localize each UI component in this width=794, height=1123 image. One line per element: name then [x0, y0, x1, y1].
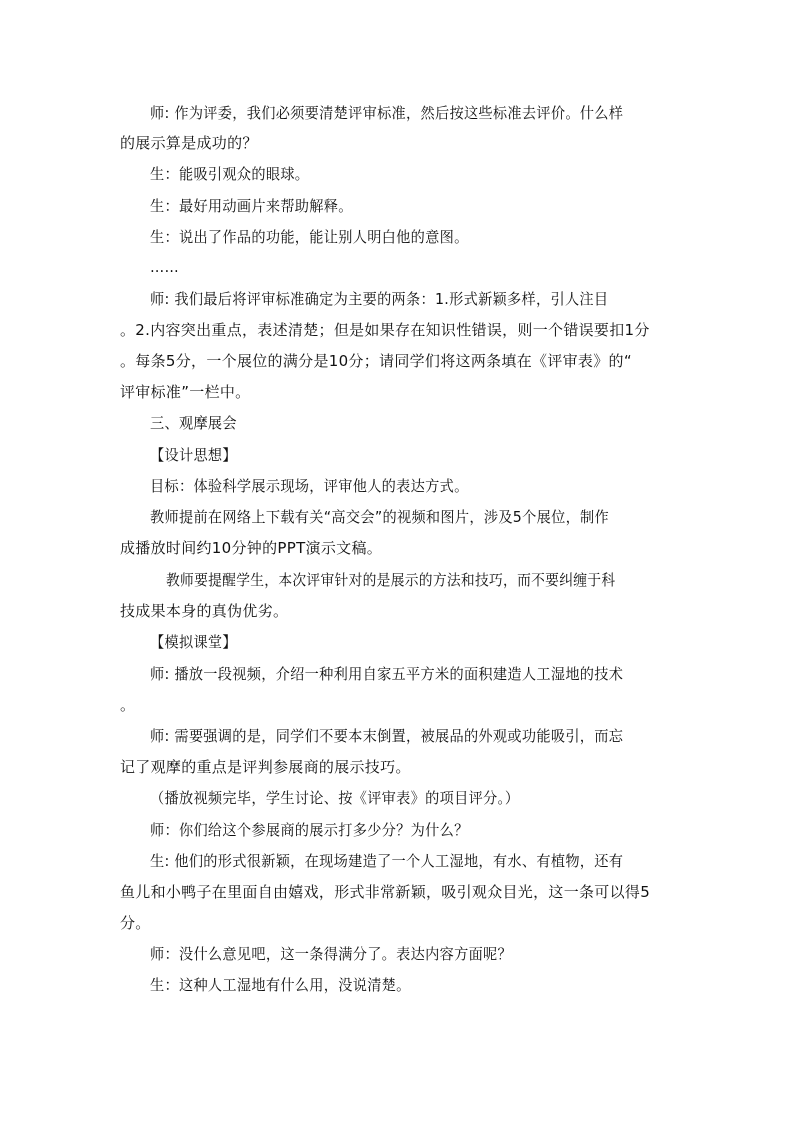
- text-line: 教师提前在网络上下载有关“高交会”的视频和图片，涉及5个展位，制作: [150, 508, 610, 526]
- text-line: 教师要提醒学生，本次评审针对的是展示的方法和技巧，而不要纠缠于科: [166, 571, 616, 589]
- subheading: 【设计思想】: [150, 446, 237, 464]
- text-line: 师: 播放一段视频，介绍一种利用自家五平方米的面积建造人工湿地的技术: [150, 665, 624, 683]
- text-line: 成播放时间约10分钟的PPT演示文稿。: [120, 539, 383, 557]
- text-line: 生：这种人工湿地有什么用，没说清楚。: [150, 976, 411, 994]
- text-line: 的展示算是成功的？: [120, 134, 258, 152]
- text-line: 生：最好用动画片来帮助解释。: [150, 197, 353, 215]
- text-line: 师: 需要强调的是，同学们不要本末倒置，被展品的外观或功能吸引，而忘: [150, 727, 624, 745]
- text-line: 师: 作为评委，我们必须要清楚评审标准，然后按这些标准去评价。什么样: [150, 104, 624, 122]
- text-line: 鱼儿和小鸭子在里面自由嬉戏，形式非常新颖，吸引观众目光，这一条可以得5: [120, 883, 651, 901]
- subheading: 【模拟课堂】: [150, 633, 237, 651]
- text-line: 。2.内容突出重点，表述清楚；但是如果存在知识性错误，则一个错误要扣1分: [120, 321, 650, 339]
- section-heading: 三、观摩展会: [150, 414, 237, 432]
- ellipsis: ……: [150, 258, 179, 276]
- text-line: 师：没什么意见吧，这一条得满分了。表达内容方面呢？: [150, 945, 513, 963]
- text-line: 技成果本身的真伪优劣。: [120, 602, 289, 620]
- text-line: 生: 他们的形式很新颖，在现场建造了一个人工湿地，有水、有植物，还有: [150, 852, 624, 870]
- text-line: 评审标准”一栏中。: [120, 383, 251, 401]
- text-line: 分。: [120, 914, 151, 932]
- text-line: 记了观摩的重点是评判参展商的展示技巧。: [120, 758, 411, 776]
- text-line: 目标：体验科学展示现场，评审他人的表达方式。: [150, 477, 469, 495]
- text-line: 生：能吸引观众的眼球。: [150, 165, 310, 183]
- text-line: （播放视频完毕，学生讨论、按《评审表》的项目评分。）: [150, 789, 520, 807]
- text-line: 师: 我们最后将评审标准确定为主要的两条：1.形式新颖多样，引人注目: [150, 290, 609, 308]
- text-line: 师：你们给这个参展商的展示打多少分？为什么？: [150, 821, 469, 839]
- text-line: 。每条5分，一个展位的满分是10分；请同学们将这两条填在《评审表》的“: [120, 352, 632, 370]
- text-line: 生：说出了作品的功能，能让别人明白他的意图。: [150, 228, 469, 246]
- text-line: 。: [120, 696, 136, 714]
